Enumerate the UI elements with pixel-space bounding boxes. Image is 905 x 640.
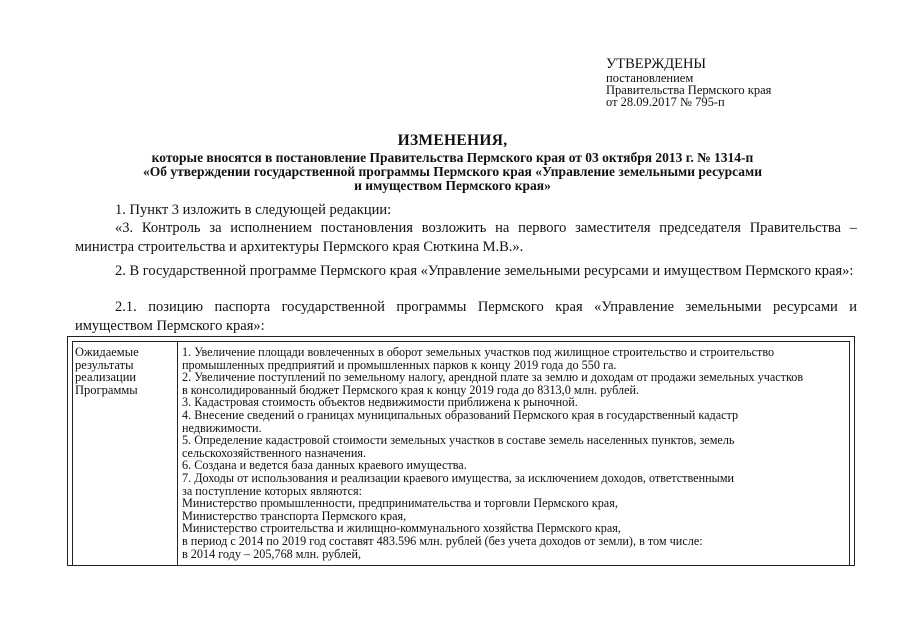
table-line: сельскохозяйственного назначения.	[182, 445, 367, 460]
table-line: 7. Доходы от использования и реализации краевого имущества, за исключением доходов, ответственными	[182, 470, 735, 485]
table-content-cell	[178, 342, 849, 565]
document-subtitle	[0, 151, 905, 193]
table-inner-frame	[72, 341, 850, 565]
paragraph-quote: «3. Контроль за исполнением постановления возложить на первого заместителя председателя Правительства – министра строительства и архитектуры Пермского края Сюткина М.В.».	[75, 220, 857, 255]
table-line: в период с 2014 по 2019 год составят 483.596 млн. рублей (без учета доходов от земли), в том числе:	[182, 533, 703, 548]
subtitle-line: и имуществом Пермского края»	[354, 178, 551, 193]
table-line: Министерство строительства и жилищно-коммунального хозяйства Пермского края,	[182, 521, 621, 536]
paragraph-2: 2. В государственной программе Пермского края «Управление земельными ресурсами и имуществом Пермского края»:	[115, 263, 854, 279]
table-line: 5. Определение кадастровой стоимости земельных участков в составе земель населенных пунктов, земель	[182, 433, 735, 448]
label-line: результаты	[75, 357, 134, 372]
paragraph-2-1: 2.1. позицию паспорта государственной программы Пермского края «Управление земельными ресурсами и имуществом Пермского края»:	[75, 299, 857, 334]
table-line: Министерство промышленности, предпринимательства и торговли Пермского края,	[182, 496, 618, 511]
approval-line: постановлением	[606, 71, 694, 85]
document-title: ИЗМЕНЕНИЯ,	[397, 132, 508, 149]
approval-block	[606, 57, 896, 108]
paragraph-1: 1. Пункт 3 изложить в следующей редакции:	[115, 202, 392, 218]
approval-heading: УТВЕРЖДЕНЫ	[606, 56, 707, 72]
table-line: 2. Увеличение поступлений по земельному налогу, арендной плате за землю и доходам от продажи земельных участков	[182, 370, 804, 385]
table-line: в консолидированный бюджет Пермского края к концу 2019 года до 8313,0 млн. рублей.	[182, 382, 640, 397]
subtitle-line: «Об утверждении государственной программы Пермского края «Управление земельными ресурсами	[142, 164, 763, 179]
label-line: реализации	[75, 370, 137, 384]
table-line: 4. Внесение сведений о границах муниципальных образований Пермского края в государственный кадастр	[182, 407, 739, 422]
label-line: Ожидаемые	[75, 345, 139, 359]
table-line: в 2014 году – 205,768 млн. рублей,	[182, 546, 362, 561]
subtitle-line: которые вносятся в постановление Правительства Пермского края от 03 октября 2013 г. № 1314-п	[151, 150, 754, 165]
table-line: за поступление которых являются:	[182, 483, 362, 498]
table-line: 1. Увеличение площади вовлеченных в оборот земельных участков под жилищное строительство и строительство	[182, 345, 775, 359]
approval-date-number: от 28.09.2017 № 795-п	[606, 95, 725, 109]
table-line: Министерство транспорта Пермского края,	[182, 508, 407, 523]
table-line: 3. Кадастровая стоимость объектов недвижимости приближена к рыночной.	[182, 395, 578, 410]
table-line: 6. Создана и ведется база данных краевого имущества.	[182, 458, 467, 473]
table-label-cell	[73, 342, 178, 565]
table-line: промышленных предприятий и промышленных парков к концу 2019 года до 550 га.	[182, 357, 617, 372]
table-line: недвижимости.	[182, 420, 262, 435]
passport-table	[67, 336, 855, 566]
approval-line: Правительства Пермского края	[606, 83, 772, 97]
label-line: Программы	[75, 382, 138, 397]
